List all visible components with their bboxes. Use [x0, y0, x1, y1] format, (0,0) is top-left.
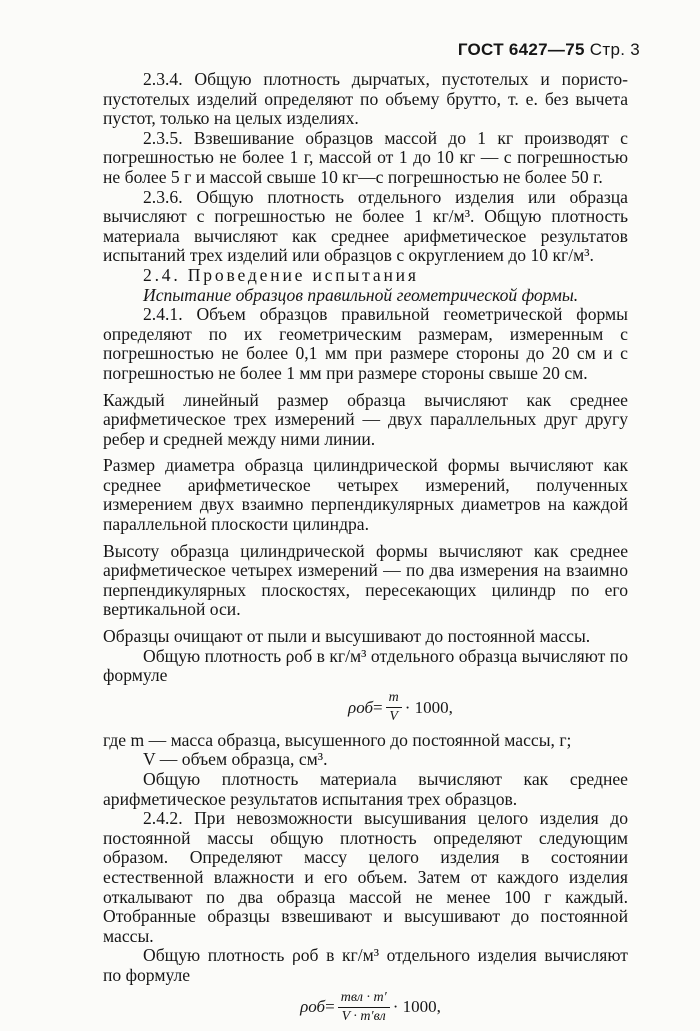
page-header — [458, 40, 640, 60]
formula1-numerator: m — [386, 690, 402, 708]
formula1-tail: · 1000, — [404, 697, 453, 717]
paragraph-formula2-intro: Общую плотность ρоб в кг/м³ отдельного изделия вычисляют по формуле — [103, 945, 628, 985]
page-number: Стр. 3 — [589, 40, 640, 59]
formula-density-item — [103, 990, 628, 1025]
document-body — [103, 70, 628, 1031]
formula1-denominator: V — [389, 708, 398, 724]
paragraph-cleaning: Образцы очищают от пыли и высушивают до постоянной массы. — [103, 626, 591, 647]
gost-number: ГОСТ 6427—75 — [457, 40, 585, 59]
definition-v: V — объем образца, см³. — [143, 749, 328, 770]
formula2-denominator: V · m′вл — [341, 1008, 386, 1024]
paragraph-2-3-4: 2.3.4. Общую плотность дырчатых, пустотелых и пористо-пустотелых изделий определяют по объему брутто, т. е. без вычета пустот, только на целых изделиях. — [103, 69, 628, 129]
formula2-fraction — [338, 990, 390, 1025]
paragraph-2-3-5: 2.3.5. Взвешивание образцов массой до 1 кг производят с погрешностью не более 1 г, массой от 1 до 10 кг — с погрешностью не более 5 г и массой свыше 10 кг—с погрешностью не более 50 г. — [103, 127, 628, 187]
definition-m: где m — масса образца, высушенного до постоянной массы, г; — [103, 729, 572, 750]
paragraph-2-4-2: 2.4.2. При невозможности высушивания целого изделия до постоянной массы общую плотность определяют следующим образом. Определяют массу целого изделия в состоянии естественной влажности и его объем. Затем от каждого изделия откалывают по два образца массой не менее 100 г каждый. Отобранные образцы взвешивают и высушивают до постоянной массы. — [103, 808, 628, 946]
paragraph-formula1-intro: Общую плотность ρоб в кг/м³ отдельного образца вычисляют по формуле — [103, 645, 628, 686]
formula2-numerator: mвл · m′ — [338, 990, 390, 1008]
paragraph-height: Высоту образца цилиндрической формы вычисляют как среднее арифметическое четырех измерений — по два измерения на взаимно перпендикулярных плоскостях, пересекающих цилиндр по его вертикальной оси. — [103, 540, 628, 620]
paragraph-linear-size: Каждый линейный размер образца вычисляют как среднее арифметическое трех измерений — двух параллельных друг другу ребер и средней между ними линии. — [103, 389, 628, 449]
formula2-tail: · 1000, — [392, 997, 441, 1017]
section-heading-2-4: 2.4. Проведение испытания — [143, 264, 419, 285]
formula1-fraction — [386, 690, 402, 725]
paragraph-diameter: Размер диаметра образца цилиндрической формы вычисляют как среднее арифметическое четырех измерений, полученных измерением двух взаимно перпендикулярных диаметров на каждой параллельной плоскости цилиндра. — [103, 455, 628, 535]
formula2-equals: = — [325, 997, 335, 1017]
paragraph-2-3-6: 2.3.6. Общую плотность отдельного изделия или образца вычисляют с погрешностью не более 1 кг/м³. Общую плотность материала вычисляют как среднее арифметическое результатов испытаний трех изделий или образцов с округлением до 10 кг/м³. — [103, 186, 628, 266]
formula1-equals: = — [373, 697, 383, 717]
paragraph-2-4-1: 2.4.1. Объем образцов правильной геометрической формы определяют по их геометрическим размерам, измеренным с погрешностью не более 0,1 мм при размере стороны до 20 см и с погрешностью не более 1 мм при размере стороны свыше 20 см. — [103, 304, 628, 383]
formula-density-sample — [103, 690, 628, 725]
formula2-lhs: ρоб — [300, 997, 326, 1017]
subsection-heading: Испытание образцов правильной геометрической формы. — [143, 284, 579, 305]
paragraph-material-density: Общую плотность материала вычисляют как среднее арифметическое результатов испытания трех образцов. — [103, 769, 628, 809]
formula1-lhs: ρоб — [348, 697, 374, 717]
